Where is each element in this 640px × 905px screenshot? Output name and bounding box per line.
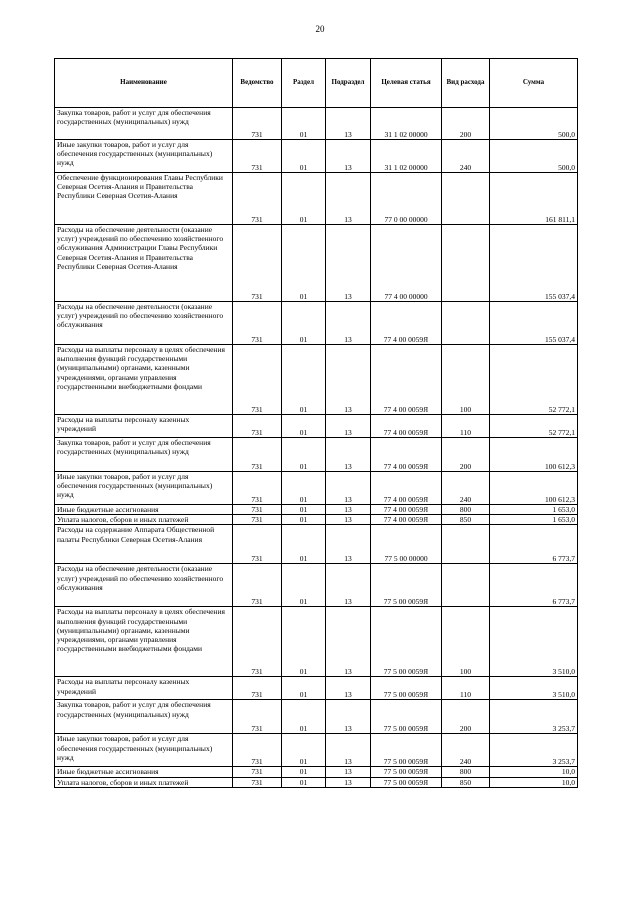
cell-kind: 200 <box>442 108 490 140</box>
cell-target: 77 4 00 0059Я <box>371 472 442 505</box>
cell-name: Иные закупки товаров, работ и услуг для обеспечения государственных (муниципальных) нужд <box>55 472 233 505</box>
cell-amount: 155 037,4 <box>490 225 578 302</box>
cell-name: Иные бюджетные ассигнования <box>55 767 233 777</box>
cell-dept: 731 <box>233 525 282 564</box>
cell-target: 77 5 00 0059Я <box>371 564 442 607</box>
cell-section: 01 <box>282 607 326 677</box>
cell-section: 01 <box>282 734 326 767</box>
budget-table <box>54 58 578 788</box>
cell-name: Иные закупки товаров, работ и услуг для обеспечения государственных (муниципальных) нужд <box>55 140 233 173</box>
table-row <box>55 438 578 472</box>
cell-subsection: 13 <box>326 607 371 677</box>
table-row <box>55 515 578 525</box>
cell-section: 01 <box>282 564 326 607</box>
cell-name: Расходы на выплаты персоналу в целях обеспечения выполнения функций государственными (муниципальными) органами, казенными учреждениями, органами управления государственными внебюджетными фондами <box>55 345 233 415</box>
column-header-name: Наименование <box>55 59 233 108</box>
cell-kind: 800 <box>442 505 490 515</box>
cell-dept: 731 <box>233 225 282 302</box>
table-row <box>55 415 578 438</box>
cell-amount: 52 772,1 <box>490 415 578 438</box>
column-header-amount: Сумма <box>490 59 578 108</box>
cell-dept: 731 <box>233 345 282 415</box>
cell-subsection: 13 <box>326 777 371 787</box>
cell-target: 77 5 00 0059Я <box>371 777 442 787</box>
cell-section: 01 <box>282 345 326 415</box>
cell-name: Расходы на обеспечение деятельности (оказание услуг) учреждений по обеспечению хозяйственного обслуживания Администрации Главы Республики Северная Осетия-Алания и Правительства Республики Северная Осетия-Алания <box>55 225 233 302</box>
cell-kind: 240 <box>442 140 490 173</box>
cell-amount: 52 772,1 <box>490 345 578 415</box>
cell-subsection: 13 <box>326 515 371 525</box>
cell-amount: 155 037,4 <box>490 302 578 345</box>
cell-kind <box>442 525 490 564</box>
table-row <box>55 525 578 564</box>
cell-kind: 850 <box>442 515 490 525</box>
cell-name: Расходы на обеспечение деятельности (оказание услуг) учреждений по обеспечению хозяйственного обслуживания <box>55 302 233 345</box>
cell-section: 01 <box>282 415 326 438</box>
cell-section: 01 <box>282 505 326 515</box>
cell-dept: 731 <box>233 415 282 438</box>
cell-target: 31 1 02 00000 <box>371 108 442 140</box>
cell-kind: 240 <box>442 734 490 767</box>
cell-target: 77 5 00 00000 <box>371 525 442 564</box>
cell-kind: 110 <box>442 677 490 700</box>
cell-amount: 3 510,0 <box>490 607 578 677</box>
cell-name: Расходы на выплаты персоналу казенных учреждений <box>55 415 233 438</box>
cell-kind: 240 <box>442 472 490 505</box>
cell-name: Закупка товаров, работ и услуг для обеспечения государственных (муниципальных) нужд <box>55 700 233 734</box>
cell-amount: 1 653,0 <box>490 515 578 525</box>
cell-dept: 731 <box>233 777 282 787</box>
cell-target: 77 5 00 0059Я <box>371 607 442 677</box>
cell-target: 77 5 00 0059Я <box>371 767 442 777</box>
cell-section: 01 <box>282 677 326 700</box>
cell-target: 31 1 02 00000 <box>371 140 442 173</box>
cell-kind: 110 <box>442 415 490 438</box>
cell-dept: 731 <box>233 515 282 525</box>
table-row <box>55 302 578 345</box>
cell-section: 01 <box>282 767 326 777</box>
cell-dept: 731 <box>233 472 282 505</box>
cell-target: 77 0 00 00000 <box>371 173 442 225</box>
cell-dept: 731 <box>233 734 282 767</box>
table-row <box>55 173 578 225</box>
page-number: 20 <box>315 24 325 34</box>
table-row <box>55 734 578 767</box>
cell-section: 01 <box>282 225 326 302</box>
cell-amount: 500,0 <box>490 140 578 173</box>
cell-subsection: 13 <box>326 734 371 767</box>
cell-subsection: 13 <box>326 140 371 173</box>
cell-target: 77 4 00 0059Я <box>371 515 442 525</box>
column-header-section: Раздел <box>282 59 326 108</box>
cell-section: 01 <box>282 140 326 173</box>
cell-amount: 1 653,0 <box>490 505 578 515</box>
cell-kind <box>442 225 490 302</box>
cell-subsection: 13 <box>326 345 371 415</box>
cell-subsection: 13 <box>326 505 371 515</box>
cell-kind: 850 <box>442 777 490 787</box>
cell-target: 77 5 00 0059Я <box>371 700 442 734</box>
cell-subsection: 13 <box>326 700 371 734</box>
cell-dept: 731 <box>233 108 282 140</box>
cell-amount: 3 253,7 <box>490 700 578 734</box>
cell-target: 77 5 00 0059Я <box>371 734 442 767</box>
cell-subsection: 13 <box>326 225 371 302</box>
cell-dept: 731 <box>233 677 282 700</box>
cell-subsection: 13 <box>326 415 371 438</box>
cell-name: Закупка товаров, работ и услуг для обеспечения государственных (муниципальных) нужд <box>55 108 233 140</box>
cell-dept: 731 <box>233 564 282 607</box>
cell-target: 77 4 00 0059Я <box>371 438 442 472</box>
cell-amount: 500,0 <box>490 108 578 140</box>
cell-section: 01 <box>282 173 326 225</box>
cell-subsection: 13 <box>326 677 371 700</box>
cell-kind: 100 <box>442 607 490 677</box>
cell-section: 01 <box>282 700 326 734</box>
cell-amount: 6 773,7 <box>490 564 578 607</box>
table-row <box>55 607 578 677</box>
cell-subsection: 13 <box>326 108 371 140</box>
cell-target: 77 5 00 0059Я <box>371 677 442 700</box>
cell-dept: 731 <box>233 438 282 472</box>
cell-target: 77 4 00 0059Я <box>371 302 442 345</box>
cell-dept: 731 <box>233 140 282 173</box>
cell-subsection: 13 <box>326 302 371 345</box>
table-header-row <box>55 59 578 108</box>
cell-target: 77 4 00 00000 <box>371 225 442 302</box>
cell-dept: 731 <box>233 607 282 677</box>
cell-target: 77 4 00 0059Я <box>371 505 442 515</box>
cell-amount: 3 253,7 <box>490 734 578 767</box>
cell-name: Иные бюджетные ассигнования <box>55 505 233 515</box>
table-row <box>55 472 578 505</box>
table-row <box>55 225 578 302</box>
cell-kind <box>442 173 490 225</box>
cell-name: Расходы на обеспечение деятельности (оказание услуг) учреждений по обеспечению хозяйственного обслуживания <box>55 564 233 607</box>
cell-subsection: 13 <box>326 438 371 472</box>
cell-dept: 731 <box>233 700 282 734</box>
cell-name: Обеспечение функционирования Главы Республики Северная Осетия-Алания и Правительства Республики Северная Осетия-Алания <box>55 173 233 225</box>
cell-amount: 100 612,3 <box>490 472 578 505</box>
cell-amount: 100 612,3 <box>490 438 578 472</box>
cell-kind: 100 <box>442 345 490 415</box>
cell-subsection: 13 <box>326 525 371 564</box>
cell-name: Закупка товаров, работ и услуг для обеспечения государственных (муниципальных) нужд <box>55 438 233 472</box>
cell-name: Расходы на выплаты персоналу казенных учреждений <box>55 677 233 700</box>
cell-section: 01 <box>282 472 326 505</box>
cell-section: 01 <box>282 515 326 525</box>
table-row <box>55 345 578 415</box>
cell-amount: 161 811,1 <box>490 173 578 225</box>
column-header-subsection: Подраздел <box>326 59 371 108</box>
cell-amount: 3 510,0 <box>490 677 578 700</box>
cell-target: 77 4 00 0059Я <box>371 415 442 438</box>
cell-amount: 6 773,7 <box>490 525 578 564</box>
table-row <box>55 767 578 777</box>
table-row <box>55 677 578 700</box>
cell-subsection: 13 <box>326 767 371 777</box>
cell-section: 01 <box>282 302 326 345</box>
cell-section: 01 <box>282 438 326 472</box>
cell-subsection: 13 <box>326 173 371 225</box>
cell-section: 01 <box>282 108 326 140</box>
cell-kind <box>442 564 490 607</box>
cell-dept: 731 <box>233 767 282 777</box>
cell-name: Иные закупки товаров, работ и услуг для обеспечения государственных (муниципальных) нужд <box>55 734 233 767</box>
cell-subsection: 13 <box>326 564 371 607</box>
cell-subsection: 13 <box>326 472 371 505</box>
cell-section: 01 <box>282 777 326 787</box>
cell-target: 77 4 00 0059Я <box>371 345 442 415</box>
cell-amount: 10,0 <box>490 767 578 777</box>
table-body <box>55 108 578 788</box>
cell-name: Уплата налогов, сборов и иных платежей <box>55 777 233 787</box>
cell-dept: 731 <box>233 173 282 225</box>
column-header-kind: Вид расхода <box>442 59 490 108</box>
cell-kind: 800 <box>442 767 490 777</box>
cell-name: Расходы на выплаты персоналу в целях обеспечения выполнения функций государственными (муниципальными) органами, казенными учреждениями, органами управления государственными внебюджетными фондами <box>55 607 233 677</box>
cell-name: Уплата налогов, сборов и иных платежей <box>55 515 233 525</box>
cell-name: Расходы на содержание Аппарата Общественной палаты Республики Северная Осетия-Алания <box>55 525 233 564</box>
table-row <box>55 777 578 787</box>
cell-kind <box>442 302 490 345</box>
cell-dept: 731 <box>233 302 282 345</box>
cell-section: 01 <box>282 525 326 564</box>
column-header-dept: Ведомство <box>233 59 282 108</box>
table-row <box>55 140 578 173</box>
column-header-target: Целевая статья <box>371 59 442 108</box>
table-row <box>55 700 578 734</box>
table-row <box>55 564 578 607</box>
cell-dept: 731 <box>233 505 282 515</box>
cell-kind: 200 <box>442 438 490 472</box>
cell-kind: 200 <box>442 700 490 734</box>
table-row <box>55 108 578 140</box>
cell-amount: 10,0 <box>490 777 578 787</box>
table-row <box>55 505 578 515</box>
